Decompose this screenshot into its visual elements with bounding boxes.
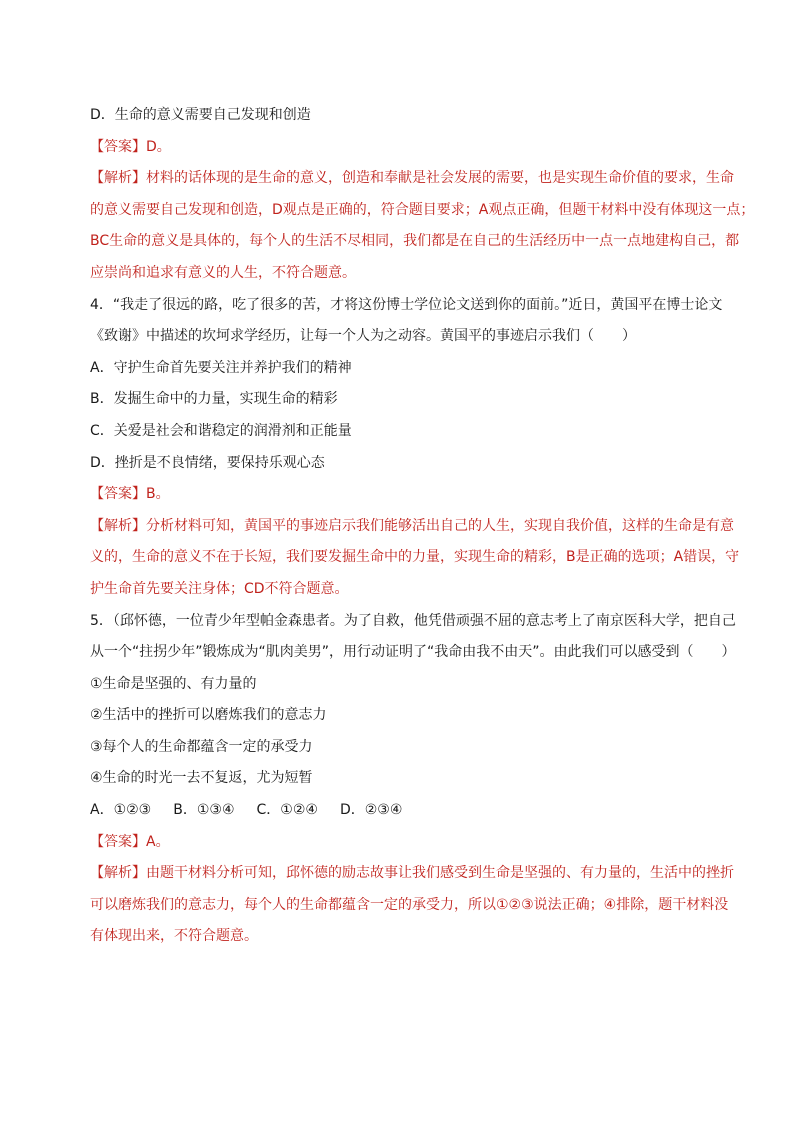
analysis-label: 【解析】 bbox=[90, 170, 146, 187]
option-line: B．发掘生命中的力量，实现生命的精彩 bbox=[90, 391, 338, 408]
analysis-line bbox=[90, 163, 734, 195]
option-line: ③每个人的生命都蕴含一定的承受力 bbox=[90, 738, 313, 755]
option-line: D．生命的意义需要自己发现和创造 bbox=[90, 107, 311, 123]
question-stem-line: 5．（邱怀德，一位青少年型帕金森患者。为了自救，他凭借顽强不屈的意志考上了南京医科大学，把自己 bbox=[90, 612, 736, 629]
answer-value: B。 bbox=[146, 486, 170, 503]
analysis-text: 材料的话体现的是生命的意义，创造和奉献是社会发展的需要，也是实现生命价值的要求，生命 bbox=[146, 170, 734, 187]
analysis-line bbox=[90, 858, 734, 890]
choice-options bbox=[90, 795, 720, 827]
question-stem-line: 《致谢》中描述的坎坷求学经历，让每一个人为之动容。黄国平的事迹启示我们（ ） bbox=[90, 328, 636, 345]
analysis-text: 有体现出来，不符合题意。 bbox=[90, 928, 258, 945]
analysis-label: 【解析】 bbox=[90, 517, 146, 534]
analysis-line bbox=[90, 258, 720, 290]
question-content bbox=[90, 100, 755, 953]
option-line: D．挫折是不良情绪，要保持乐观心态 bbox=[90, 454, 325, 471]
option-line: ①生命是坚强的、有力量的 bbox=[90, 675, 257, 692]
analysis-line bbox=[90, 890, 729, 922]
answer-label: 【答案】 bbox=[90, 138, 146, 155]
choice-option: B．①③④ bbox=[173, 802, 235, 819]
analysis-text: 应崇尚和追求有意义的人生，不符合题意。 bbox=[90, 264, 356, 281]
question-stem-line: 从一个“拄拐少年”锻炼成为“肌肉美男”，用行动证明了“我命由我不由天”。由此我们可以感受到（ ） bbox=[90, 644, 736, 661]
answer-line bbox=[90, 827, 720, 859]
analysis-text: 可以磨炼我们的意志力，每个人的生命都蕴含一定的承受力，所以①②③说法正确；④排除，题干材料没 bbox=[90, 896, 729, 913]
analysis-label: 【解析】 bbox=[90, 865, 146, 882]
analysis-text: 护生命首先要关注身体；CD不符合题意。 bbox=[90, 580, 349, 597]
answer-label: 【答案】 bbox=[90, 486, 146, 503]
analysis-text: 的意义需要自己发现和创造，D观点是正确的，符合题目要求；A观点正确，但题干材料中没有体现这一点； bbox=[90, 201, 755, 218]
answer-value: A。 bbox=[146, 833, 170, 850]
analysis-text: 分析材料可知，黄国平的事迹启示我们能够活出自己的人生，实现自我价值，这样的生命是有意 bbox=[146, 517, 734, 534]
answer-line bbox=[90, 479, 720, 511]
analysis-line bbox=[90, 511, 734, 543]
choice-option: A．①②③ bbox=[90, 802, 152, 819]
analysis-line bbox=[90, 574, 720, 606]
choice-option: C．①②④ bbox=[256, 802, 318, 819]
analysis-text: 义的，生命的意义不在于长短，我们要发掘生命中的力量，实现生命的精彩，B是正确的选项；A错误，守 bbox=[90, 549, 740, 566]
answer-line bbox=[90, 132, 720, 164]
question-stem-line: 4．“我走了很远的路，吃了很多的苦，才将这份博士学位论文送到你的面前。”近日，黄国平在博士论文 bbox=[90, 296, 723, 313]
analysis-line bbox=[90, 921, 720, 953]
analysis-text: 由题干材料分析可知，邱怀德的励志故事让我们感受到生命是坚强的、有力量的，生活中的挫折 bbox=[146, 865, 734, 882]
analysis-line bbox=[90, 542, 740, 574]
option-line: ④生命的时光一去不复返，尤为短暂 bbox=[90, 770, 313, 787]
analysis-line bbox=[90, 195, 755, 227]
option-line: C．关爱是社会和谐稳定的润滑剂和正能量 bbox=[90, 422, 352, 439]
analysis-line bbox=[90, 226, 740, 258]
option-line: ②生活中的挫折可以磨炼我们的意志力 bbox=[90, 707, 327, 724]
option-line: A．守护生命首先要关注并养护我们的精神 bbox=[90, 359, 352, 376]
answer-label: 【答案】 bbox=[90, 833, 146, 850]
choice-option: D．②③④ bbox=[339, 802, 403, 819]
answer-value: D。 bbox=[146, 138, 171, 155]
analysis-text: BC生命的意义是具体的，每个人的生活不尽相同，我们都是在自己的生活经历中一点一点地建构自己，都 bbox=[90, 233, 740, 250]
